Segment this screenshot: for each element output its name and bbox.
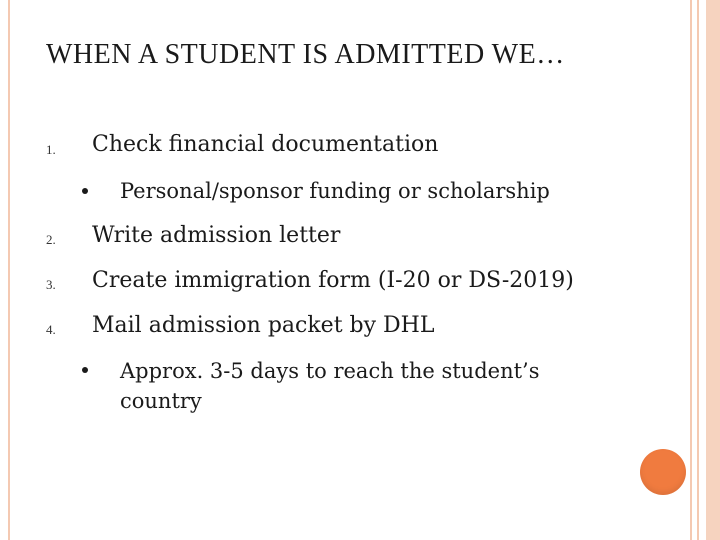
item-text-3: Create immigration form (I-20 or DS-2019) <box>92 268 574 293</box>
subitem-text-1: Personal/sponsor funding or scholarship <box>120 179 550 203</box>
item-number-1: 1. <box>46 142 56 157</box>
bullet-icon <box>82 188 88 194</box>
left-border-line <box>8 0 10 540</box>
item-text-2: Write admission letter <box>92 223 341 248</box>
item-number-2: 2. <box>46 232 56 247</box>
item-text-4: Mail admission packet by DHL <box>92 313 435 338</box>
item-number-4: 4. <box>46 322 56 337</box>
bullet-icon <box>82 367 88 373</box>
right-border-line-outer <box>690 0 692 540</box>
right-border-band <box>706 0 720 540</box>
item-text-1: Check financial documentation <box>92 132 439 157</box>
item-number-3: 3. <box>46 277 56 292</box>
orange-circle-decoration <box>640 449 686 495</box>
right-border-line-inner <box>697 0 699 540</box>
slide-title: WHEN A STUDENT IS ADMITTED WE… <box>46 39 565 70</box>
subitem-text-4: Approx. 3-5 days to reach the student’s country <box>120 359 540 413</box>
